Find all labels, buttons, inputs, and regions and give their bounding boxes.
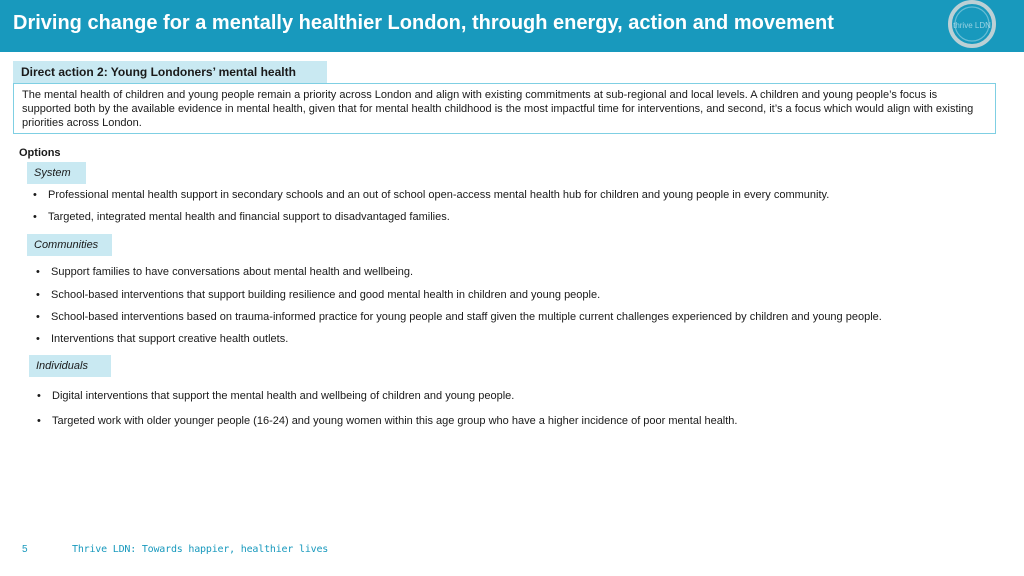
list-item: • Targeted, integrated mental health and financial support to disadvantaged families. bbox=[33, 211, 450, 223]
bullet-icon: • bbox=[36, 266, 40, 278]
page-title: Driving change for a mentally healthier London, through energy, action and movement bbox=[13, 12, 834, 34]
header-bar bbox=[0, 0, 1024, 52]
page-number: 5 bbox=[22, 544, 28, 555]
direct-action-label: Direct action 2: Young Londoners’ mental health bbox=[13, 61, 327, 83]
bullet-icon: • bbox=[37, 390, 41, 402]
options-title: Options bbox=[19, 147, 61, 159]
logo-text: thrive LDN bbox=[953, 21, 991, 30]
bullet-icon: • bbox=[36, 289, 40, 301]
list-item: • Digital interventions that support the mental health and wellbeing of children and young people. bbox=[37, 390, 515, 402]
bullet-icon: • bbox=[36, 333, 40, 345]
section-label-system: System bbox=[27, 162, 86, 184]
section-label-individuals: Individuals bbox=[29, 355, 111, 377]
section-label-communities: Communities bbox=[27, 234, 112, 256]
list-item: • Support families to have conversations about mental health and wellbeing. bbox=[36, 266, 414, 278]
list-item: • School-based interventions that support building resilience and good mental health in children and young people. bbox=[36, 289, 601, 301]
logo-circle-icon bbox=[946, 0, 998, 72]
bullet-icon: • bbox=[37, 415, 41, 427]
thrive-ldn-logo bbox=[946, 0, 998, 72]
list-item: • Targeted work with older younger people (16-24) and young women within this age group who have a higher incidence of poor mental health. bbox=[37, 415, 738, 427]
bullet-icon: • bbox=[33, 211, 37, 223]
list-item: • School-based interventions based on trauma-informed practice for young people and staff given the multiple current challenges experienced by children and young people. bbox=[36, 311, 882, 323]
direct-action-description: The mental health of children and young people remain a priority across London and align with existing commitments at sub-regional and local levels. A children and young people’s focus is supported both by the available evidence in mental health, given that for mental health childhood is the most impactful time for interventions, and second, it’s a focus which would align with existing priorities across London. bbox=[13, 83, 996, 134]
list-item: • Interventions that support creative health outlets. bbox=[36, 333, 289, 345]
footer-text: Thrive LDN: Towards happier, healthier lives bbox=[72, 544, 329, 555]
bullet-icon: • bbox=[36, 311, 40, 323]
list-item: • Professional mental health support in secondary schools and an out of school open-access mental health hub for children and young people in every community. bbox=[33, 189, 830, 201]
bullet-icon: • bbox=[33, 189, 37, 201]
